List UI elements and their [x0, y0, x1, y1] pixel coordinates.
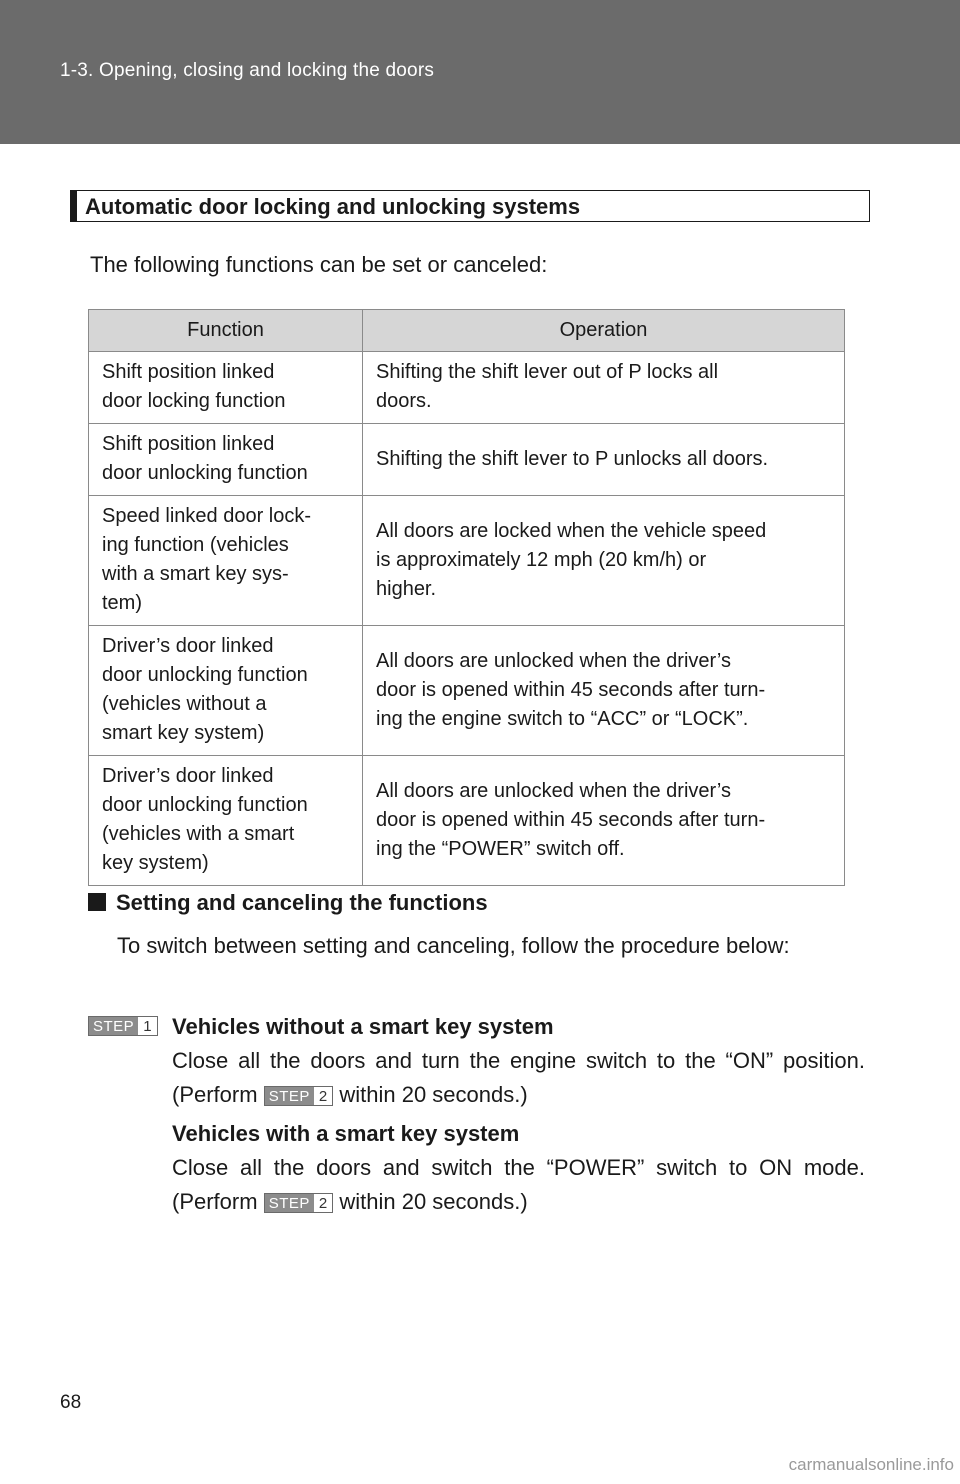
table-header-row: [89, 310, 845, 352]
step-title-without-smart-key: Vehicles without a smart key system: [172, 1014, 554, 1039]
function-line: Driver’s door linked: [102, 765, 274, 787]
page-number: 68: [60, 1392, 82, 1413]
function-cell: [89, 626, 363, 756]
square-bullet-icon: [88, 893, 106, 911]
section-title: Automatic door locking and unlocking systems: [85, 194, 581, 219]
step-2-badge-ref: STEP 2: [264, 1086, 334, 1106]
operation-line: higher.: [376, 577, 437, 600]
function-line: key system): [102, 852, 209, 874]
operation-line: All doors are locked when the vehicle speed: [376, 519, 767, 542]
function-line: smart key system): [102, 722, 265, 744]
operation-line: doors.: [376, 390, 432, 412]
function-line: (vehicles with a smart: [102, 823, 295, 845]
operation-cell: [363, 756, 845, 886]
function-line: (vehicles without a: [102, 693, 267, 715]
step-text-with-smart-key: Close all the doors and switch the “POWER” switch to ON mode. (Perform STEP 2 within 20 seconds.): [172, 1155, 865, 1214]
function-line: Shift position linked: [102, 361, 275, 383]
function-line: ing function (vehicles: [102, 534, 289, 556]
step-block-with-smart-key: [172, 1117, 865, 1219]
step-title-with-smart-key: Vehicles with a smart key system: [172, 1121, 520, 1146]
function-line: Shift position linked: [102, 433, 275, 455]
function-cell: [89, 352, 363, 424]
operation-cell: [363, 496, 845, 626]
operation-line: door is opened within 45 seconds after turn-: [376, 678, 766, 701]
subsection-heading: [88, 890, 488, 916]
table-row: [89, 626, 845, 756]
intro-text: The following functions can be set or canceled:: [90, 252, 548, 277]
operation-cell: [363, 424, 845, 496]
operation-line: All doors are unlocked when the driver’s: [376, 779, 732, 802]
header-function: Function: [89, 310, 363, 352]
function-line: door unlocking function: [102, 664, 308, 686]
subsection-text: To switch between setting and canceling, follow the procedure below:: [117, 933, 790, 958]
section-title-bar: [70, 190, 870, 222]
function-cell: [89, 496, 363, 626]
function-line: Speed linked door lock-: [102, 505, 312, 527]
operation-line: is approximately 12 mph (20 km/h) or: [376, 548, 707, 571]
operation-line: door is opened within 45 seconds after turn-: [376, 808, 766, 831]
header-section-title: 1-3. Opening, closing and locking the doors: [60, 60, 435, 81]
header-operation: Operation: [363, 310, 845, 352]
function-line: door unlocking function: [102, 794, 308, 816]
step-block-without-smart-key: [172, 1010, 865, 1112]
operation-line: All doors are unlocked when the driver’s: [376, 649, 732, 672]
page-header: [0, 0, 960, 144]
watermark: carmanualsonline.info: [788, 1455, 954, 1474]
function-cell: [89, 424, 363, 496]
section-marker: [71, 191, 77, 221]
subsection-title: Setting and canceling the functions: [116, 890, 488, 915]
table-row: [89, 424, 845, 496]
step-1-badge: STEP 1: [88, 1016, 158, 1036]
operation-cell: [363, 626, 845, 756]
function-line: with a smart key sys-: [102, 563, 289, 585]
function-line: door unlocking function: [102, 462, 308, 484]
step-2-badge-ref: STEP 2: [264, 1193, 334, 1213]
function-line: Driver’s door linked: [102, 635, 274, 657]
operation-line: Shifting the shift lever out of P locks all: [376, 361, 719, 383]
operation-line: ing the engine switch to “ACC” or “LOCK”.: [376, 707, 749, 730]
function-line: door locking function: [102, 390, 286, 412]
function-cell: [89, 756, 363, 886]
table-row: [89, 352, 845, 424]
function-line: tem): [102, 592, 142, 614]
functions-table: [88, 309, 845, 886]
operation-line: ing the “POWER” switch off.: [376, 837, 625, 860]
table-row: [89, 756, 845, 886]
table-row: [89, 496, 845, 626]
operation-line: Shifting the shift lever to P unlocks all doors.: [376, 447, 769, 470]
operation-cell: [363, 352, 845, 424]
step-text-without-smart-key: Close all the doors and turn the engine switch to the “ON” position. (Perform STEP 2 within 20 seconds.): [172, 1048, 865, 1107]
